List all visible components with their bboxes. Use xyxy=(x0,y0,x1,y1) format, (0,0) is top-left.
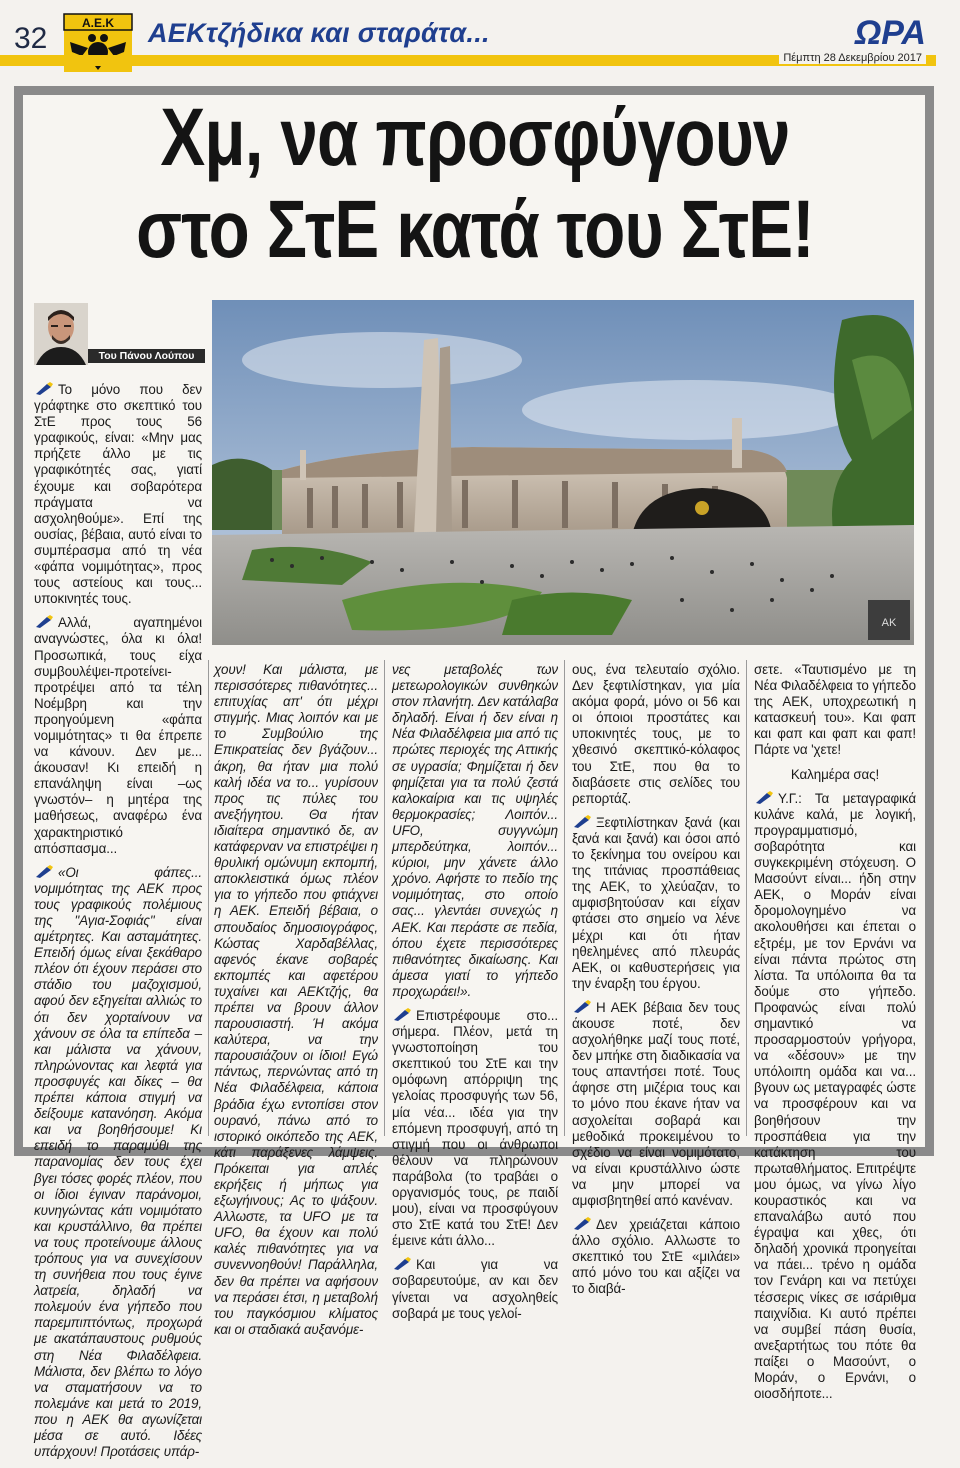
paragraph xyxy=(214,662,378,1338)
paragraph xyxy=(392,1008,558,1249)
paragraph xyxy=(572,815,740,992)
paragraph xyxy=(572,662,740,807)
paragraph-text: Η ΑΕΚ βέβαια δεν τους άκουσε ποτέ, δεν ασχολήθηκε μαζί τους ποτέ, δεν μπήκε στη διαδικασία να τους απαντήσει ποτέ. Τους άφησε στη μιζέρια τους και το μόνο που έκανε ήταν να ασχολείται σοβαρά και μεθοδικά προκειμένου το σχέδιο να είναι νομιμότατο, να είναι κρυστάλλινο ώστε να μην μπορεί να αμφισβητηθεί από κανέναν. xyxy=(572,999,740,1208)
paragraph-text: ους, ένα τελευταίο σχόλιο. Δεν ξεφτιλίστηκαν, για μία ακόμα φορά, μόνο οι 56 και οι όποιοι προστάτες και υποκινητές τους, με το χθεσινό σκεπτικό-κόλαφος του ΣτΕ, που θα το διαβάσετε στις σελίδες του ρεπορτάζ. xyxy=(572,662,740,806)
paragraph xyxy=(572,1000,740,1209)
paragraph-text: Επιστρέφουμε στο... σήμερα. Πλέον, μετά τη γνωστοποίηση του σκεπτικού του ΣτΕ και την ομόφωνη απόρριψη της γελοίας προσφυγής των 56, μία νέα... ιδέα για την επόμενη προσφυγή, από τη στιγμή που οι άνθρωποι θέλουν να πληρώνουν παράβολα (το τραβάει ο οργανισμός τους, ρε παιδί μου), είναι να προσφύγουν στο ΣτΕ κατά του ΣτΕ! Δεν έμεινε κάτι άλλο... xyxy=(392,1007,558,1249)
pen-icon xyxy=(754,791,774,804)
headline-line-1: Χμ, να προσφύγουν xyxy=(160,92,790,183)
pen-icon xyxy=(34,615,54,628)
masthead xyxy=(0,0,960,78)
logo-text: Α.Ε.Κ xyxy=(81,16,115,30)
stadium-rendering-photo xyxy=(212,300,914,645)
pen-icon xyxy=(34,382,54,395)
paragraph xyxy=(392,662,558,1000)
paragraph-text: χουν! Και μάλιστα, με περισσότερες πιθανότητες... επιτυχίας απ' ότι μέχρι στιγμής. Μιας λοιπόν και με το Συμβούλιο της Επικρατείας δεν βγάζουν... άκρη, θα ήταν μια πολύ καλή ιδέα να το... γυρίσουν προς τις πύλες του ανεξήγητου. Θα ήταν ιδιαίτερα σημαντικό δε, αν κατάφερναν να επιστρέψει η θρυλική ομώνυμη εκπομπή, αποκλειστικά όμως πλέον για το γήπεδο που φτιάχνει η ΑΕΚ. Επειδή βέβαια, ο σπουδαίος δημοσιογράφος, Κώστας Χαρδαβέλλας, αφενός έκανε σοβαρές εκπομπές και αφετέρου τυχαίνει και ΑΕΚτζής, θα πρέπει να βρουν άλλον παρουσιαστή. Ή ακόμα καλύτερα, να την παρουσιάζουν οι ίδιοι! Εγώ πάντως, περνώντας από τη Νέα Φιλαδέλφεια, κάποια βράδια έχω εντοπίσει στον ουρανό, πάνω από το ιστορικό οικόπεδο της ΑΕΚ, κάτι παράξενες λάμψεις. Πρόκειται για απλές εκρήξεις ή μήπως για εξωγήινους; Ας το ψάξουν. Αλλωστε, τα UFO με τα UFO, θα έχουν και πολύ καλές πιθανότητες για να συνεννοηθούν! Παράλληλα, δεν θα πρέπει να αφήσουν να περάσει έτσι, η μεταβολή του παγκόσμιου κλίματος και οι σταδιακά αυξανόμε- xyxy=(214,662,378,1337)
paragraph xyxy=(754,767,916,783)
paragraph xyxy=(34,615,202,856)
paragraph-text: Το μόνο που δεν γράφτηκε στο σκεπτικό του ΣτΕ προς τους 56 γραφικούς, είναι: «Μην μας πρήζετε άλλο με τις γραφικότητές σας, γιατί έχουμε και σοβαρότερα πράγματα να ασχοληθούμε». Επί της ουσίας, βέβαια, αυτό είναι το συμπέρασμα από τη νέα «φάπα νομιμότητας», προς τους αστείους και τους... υποκινητές τους. xyxy=(34,382,202,607)
article-column-1 xyxy=(34,382,202,1468)
headline-line-2: στο ΣτΕ κατά του ΣτΕ! xyxy=(136,184,814,275)
newspaper-brand: ΩΡΑ xyxy=(854,14,926,52)
paragraph-text: Και για να σοβαρευτούμε, αν και δεν γίνεται να ασχοληθείς σοβαρά με τους γελοί- xyxy=(392,1257,558,1321)
author-photo xyxy=(34,303,88,365)
paragraph-text: σετε. «Ταυτισμένο με τη Νέα Φιλαδέλφεια το γήπεδο της ΑΕΚ, υποχρεωτική η κατασκευή του». Και φαπ και φαπ και φαπ και φαπ! Πάρτε να 'χετε! xyxy=(754,662,916,758)
paragraph xyxy=(754,662,916,759)
photo-sign-text: ΑΚ xyxy=(881,617,897,629)
paragraph xyxy=(572,1217,740,1297)
pen-icon xyxy=(572,1000,592,1013)
pen-icon xyxy=(572,1217,592,1230)
paragraph xyxy=(392,1257,558,1321)
paragraph-text: Ξεφτιλίστηκαν ξανά (και ξανά και ξανά) και όσοι από το ξεκίνημα του ονείρου και της τιτάνιας προσπάθειας της ΑΕΚ, το χλεύαζαν, το αμφισβητούσαν και είχαν φτάσει στο σημείο να λένε μέχρι και ότι ήταν ηθελημένες από πλευράς ΑΕΚ, οι καθυστερήσεις για την έναρξη του έργου. xyxy=(572,814,740,991)
pen-icon xyxy=(392,1257,412,1270)
byline: Του Πάνου Λούπου xyxy=(88,349,205,363)
column-rule xyxy=(384,660,385,1136)
paragraph-text: «Οι φάπες... νομιμότητας της ΑΕΚ προς τους γραφικούς πολέμιους της "Αγια-Σοφιάς" είναι αμέτρητες. Και ασταμάτητες. Επειδή όμως είναι ξεκάθαρο πλέον ότι έχουν περάσει στο στάδιο του μαζοχισμού, αφού δεν εξηγείται αλλιώς το ότι δεν χορταίνουν να χάνουν σε όλα τα επίπεδα – και μάλιστα να χάνουν, πληρώνοντας και λεφτά για προσφυγές και δίκες – θα πρέπει κάποια στιγμή να δείξουμε κατανόηση. Ακόμα και να βοηθήσουμε! Κι επειδή το παραμύθι της παρανομίας δεν τους έχει βγει τόσες φορές πλέον, που οι ίδιοι έγιναν παράνομοι, κυνηγώντας κάτι νομιμότατο και κρυστάλλινο, θα πρέπει να τους προτείνουμε άλλους τρόπους για να συνεχίσουν τη συνήθεια που τους έγινε λατρεία, δηλαδή να πολεμούν ένα γήπεδο που παρεμπιπτόντως, προχωρά με ακατάπαυστους ρυθμούς στη Νέα Φιλαδέλφεια. Μάλιστα, δεν βλέπω το λόγο να σταματήσουν να το πολεμάνε και μετά το 2019, που η ΑΕΚ θα αγωνίζεται μέσα σε αυτό. Ιδέες υπάρχουν! Προτάσεις υπάρ- xyxy=(34,864,202,1460)
publication-date: Πέμπτη 28 Δεκεμβρίου 2017 xyxy=(779,52,926,64)
column-rule xyxy=(746,660,747,1136)
paragraph-text: Αλλά, αγαπημένοι αναγνώστες, όλα κι όλα! Προσωπικά, τους είχα συμβουλέψει-προτείνει-προτρέψει από τα τέλη Νοέμβρη και την προηγούμενη «φάπα νομιμότητας» τι θα έπρεπε να κάνουν. Δεν με... άκουσαν! Κι επειδή η επανάληψη είναι –ως γνωστόν– η μητέρα της μαθήσεως, αναφέρω ένα χαρακτηριστικό απόσπασμα... xyxy=(34,615,202,856)
page-number: 32 xyxy=(14,22,48,55)
section-title: ΑΕΚτζήδικα και σταράτα... xyxy=(148,18,490,48)
article-column-3 xyxy=(392,662,558,1330)
column-rule xyxy=(564,660,565,1136)
headline xyxy=(110,92,840,276)
column-rule xyxy=(208,660,209,1136)
paragraph xyxy=(34,382,202,607)
pen-icon xyxy=(392,1008,412,1021)
article-column-5 xyxy=(754,662,916,1410)
sign-off: Καλημέρα σας! xyxy=(790,766,880,782)
paragraph-text: νες μεταβολές των μετεωρολογικών συνθηκών στον πλανήτη. Δεν κατάλαβα δηλαδή. Είναι ή δεν είναι η Νέα Φιλαδέλφεια μια από τις πρώτες περιοχές της Αττικής σε υγρασία; Φημίζεται ή δεν φημίζεται για τα πολύ ζεστά καλοκαίρια και τις υψηλές θερμοκρασίες; Λοιπόν... UFO, συγγνώμη μπερδεύτηκα, λοιπόν... κύριοι, μην χάνετε άλλο χρόνο. Αφήστε το πεδίο της νομιμότητας, στο οποίο σας... γλεντάει συνεχώς η ΑΕΚ. Και περάστε σε πεδία, όπου έχετε περισσότερες πιθανότητες δικαίωσης. Και άμεσα γιατί το γήπεδο προχωράει!». xyxy=(392,662,558,999)
paragraph-text: Δεν χρειάζεται κάποιο άλλο σχόλιο. Αλλωστε το σκεπτικό του ΣτΕ «μιλάει» από μόνο του και αξίζει να το διαβά- xyxy=(572,1217,740,1297)
pen-icon xyxy=(34,865,54,878)
article-column-2 xyxy=(214,662,378,1346)
paragraph-text: Υ.Γ.: Τα μεταγραφικά κυλάνε καλά, με λογική, προγραμματισμό, σοβαρότητα και συγκεκριμένη στόχευση. Ο Μασούντ είναι... ήδη στην ΑΕΚ, ο Μοράν είναι δρομολογημένο να ακολουθήσει και έπεται ο εξτρέμ, με τον Ερνάνι να είναι πάντα πρώτος στη λίστα. Τα υπόλοιπα θα τα δούμε στο γήπεδο. Προφανώς είναι πολύ σημαντικό να προσαρμοστούν γρήγορα, να «δέσουν» με την υπόλοιπη ομάδα και να... βγουν ως μεταγραφές ώστε να προσφέρουν και να βοηθήσουν την προσπάθεια για την κατάκτηση του πρωταθλήματος. Επιτρέψτε μου όμως, να γίνω λίγο κουραστικός και να επαναλάβω αυτό που έγραψα και χθες, ότι δηλαδή χρονικά προηγείται να πάει... τρένο η ομάδα τον Γενάρη και να πετύχει τέσσερις νίκες σε ισάριθμα παιχνίδια. Κι αυτό πρέπει να συμβεί πάση θυσία, ανεξαρτήτως του πότε θα παίξει ο Μασούντ, ο Μοράν, ο Ερνάνι, ο οιοσδήποτε... xyxy=(754,790,916,1402)
article-column-4 xyxy=(572,662,740,1306)
pen-icon xyxy=(572,815,592,828)
paragraph xyxy=(34,865,202,1460)
paragraph xyxy=(754,791,916,1403)
